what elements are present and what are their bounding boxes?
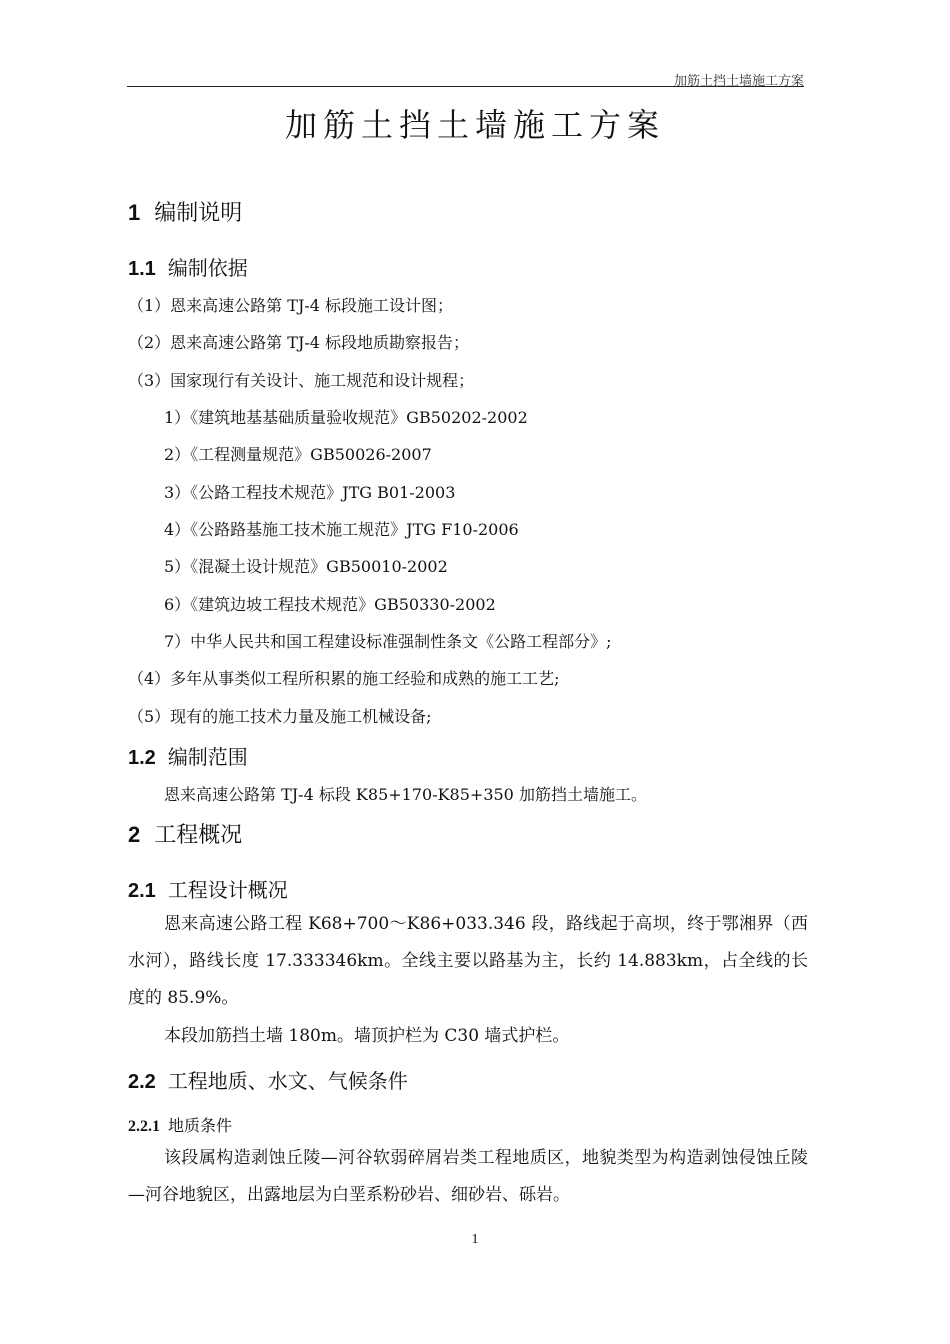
geology-paragraph: 该段属构造剥蚀丘陵—河谷软弱碎屑岩类工程地质区，地貌类型为构造剥蚀侵蚀丘陵—河谷地貌区，出露地层为白垩系粉砂岩、细砂岩、砾岩。 (128, 1148, 808, 1205)
section-1-1-number: 1.1 (128, 258, 156, 280)
section-1-heading (128, 196, 242, 227)
section-1-2-title: 编制范围 (167, 745, 248, 769)
design-overview-paragraph: 恩来高速公路工程 K68+700～K86+033.346 段，路线起于高坝，终于鄂湘界（西水河），路线长度 17.333346km。全线主要以路基为主，长约 14.883km，占全线的长度的 85.9%。 (128, 914, 808, 1008)
section-2-1-title: 工程设计概况 (167, 878, 288, 902)
basis-sub-item: 4）《公路路基施工技术施工规范》JTG F10-2006 (164, 520, 519, 539)
section-2-1-number: 2.1 (128, 880, 156, 902)
section-2-title: 工程概况 (154, 823, 243, 848)
basis-sub-item: 6）《建筑边坡工程技术规范》GB50330-2002 (164, 595, 496, 614)
scope-text: 恩来高速公路第 TJ-4 标段 K85+170-K85+350 加筋挡土墙施工。 (164, 785, 647, 804)
basis-item: （2）恩来高速公路第 TJ-4 标段地质勘察报告； (128, 333, 470, 352)
section-2-2-number: 2.2 (128, 1071, 156, 1093)
basis-sub-item: 7）中华人民共和国工程建设标准强制性条文《公路工程部分》; (164, 632, 612, 651)
section-2-2-1-heading (128, 1113, 232, 1136)
header-rule (127, 86, 804, 87)
retaining-wall-paragraph: 本段加筋挡土墙 180m。墙顶护栏为 C30 墙式护栏。 (164, 1026, 570, 1046)
section-1-2-heading (128, 741, 248, 770)
basis-item: （1）恩来高速公路第 TJ-4 标段施工设计图； (128, 296, 454, 315)
section-2-heading (128, 818, 242, 849)
section-1-number: 1 (128, 200, 141, 225)
section-1-title: 编制说明 (154, 201, 243, 226)
section-2-2-1-title: 地质条件 (168, 1116, 233, 1135)
section-1-1-title: 编制依据 (167, 256, 248, 280)
basis-sub-item: 2）《工程测量规范》GB50026-2007 (164, 445, 432, 464)
basis-item: （5）现有的施工技术力量及施工机械设备; (128, 707, 432, 726)
section-1-1-heading (128, 252, 248, 281)
section-1-2-number: 1.2 (128, 747, 156, 769)
page-number: 1 (471, 1232, 479, 1247)
basis-item: （3）国家现行有关设计、施工规范和设计规程； (128, 371, 475, 390)
running-header: 加筋土挡土墙施工方案 (673, 74, 804, 89)
section-2-1-heading (128, 874, 288, 903)
basis-sub-item: 1）《建筑地基基础质量验收规范》GB50202-2002 (164, 408, 528, 427)
section-2-2-heading (128, 1065, 408, 1094)
section-2-2-1-number: 2.2.1 (128, 1118, 160, 1135)
basis-item: （4）多年从事类似工程所积累的施工经验和成熟的施工工艺; (128, 669, 560, 688)
section-2-2-title: 工程地质、水文、气候条件 (167, 1069, 408, 1093)
section-2-number: 2 (128, 822, 141, 847)
document-title: 加筋土挡土墙施工方案 (284, 106, 665, 144)
basis-sub-item: 3）《公路工程技术规范》JTG B01-2003 (164, 483, 456, 502)
basis-sub-item: 5）《混凝土设计规范》GB50010-2002 (164, 557, 448, 576)
